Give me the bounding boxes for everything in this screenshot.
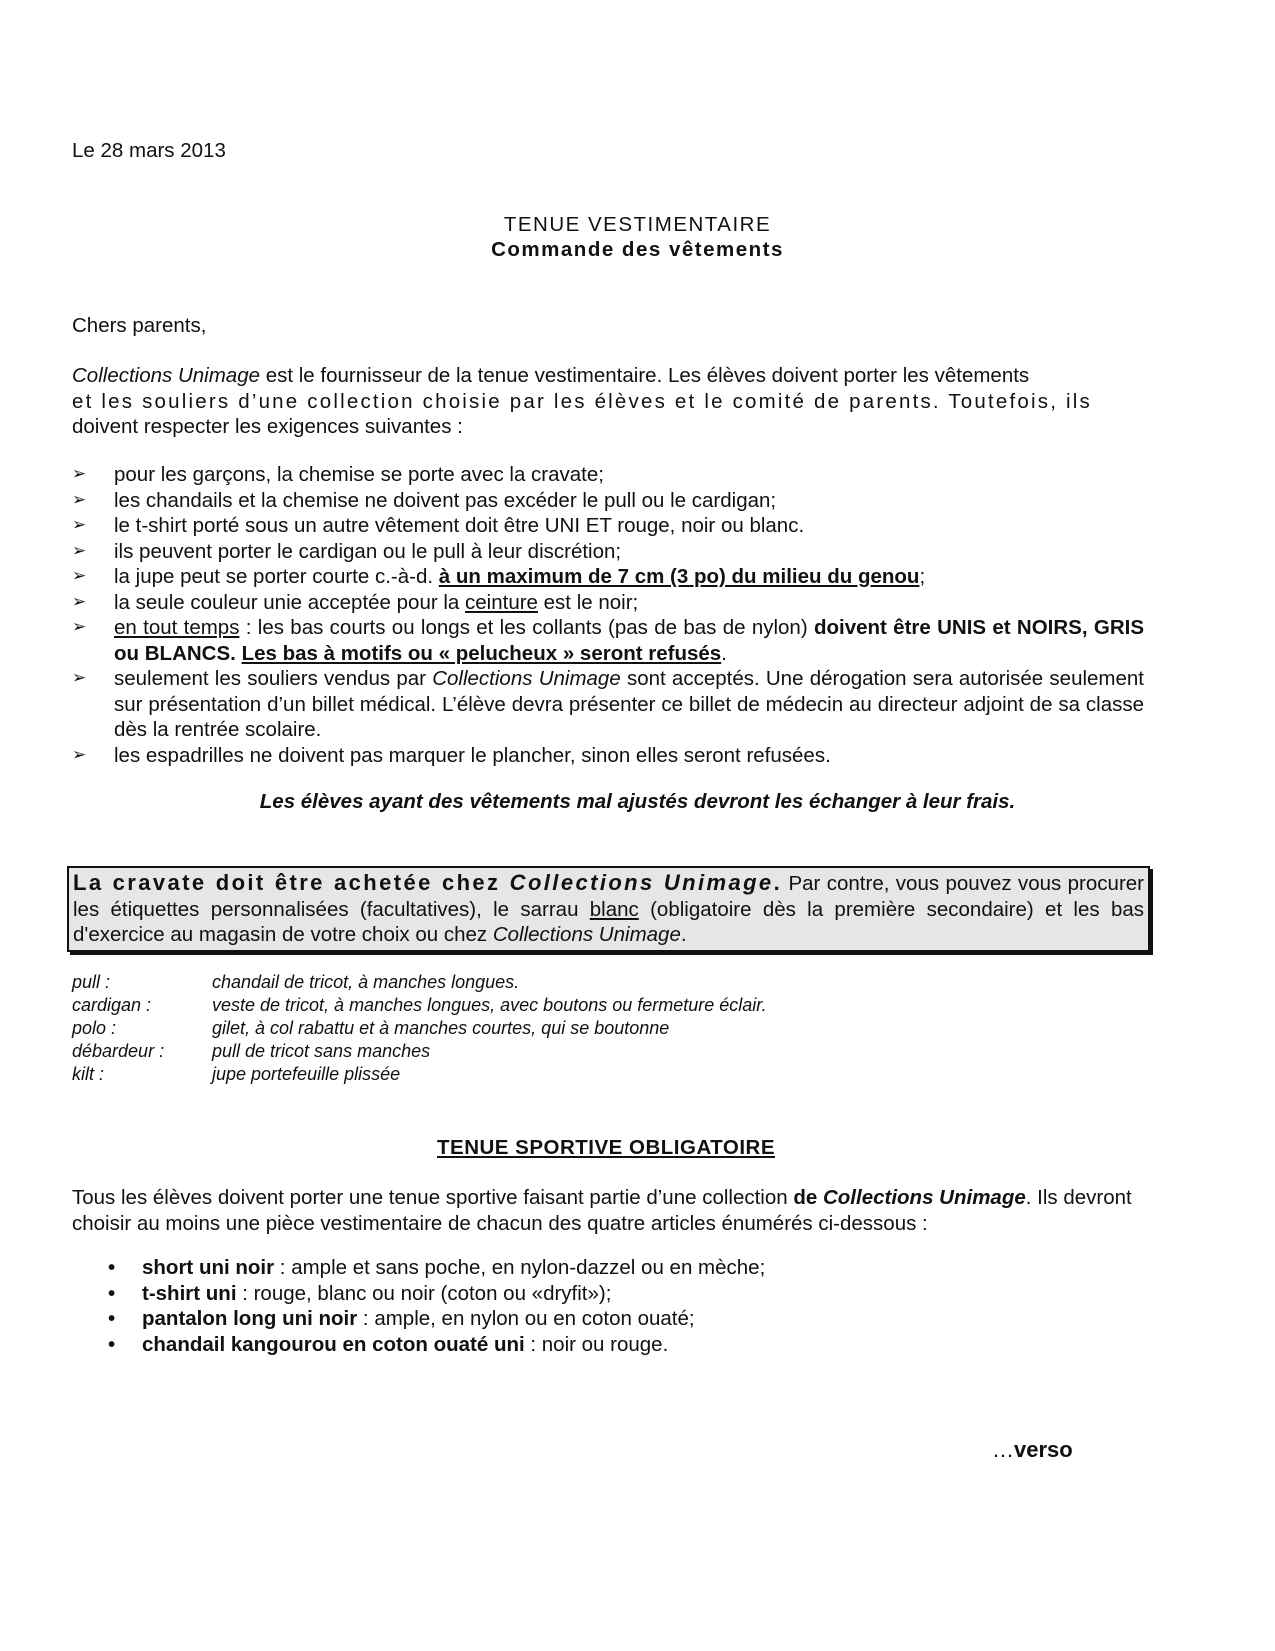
arrowhead-bullet-icon: ➢ (72, 515, 87, 535)
brand-name: Collections Unimage (72, 364, 261, 387)
glossary-row: débardeur : pull de tricot sans manches (72, 1041, 431, 1061)
glossary-row: kilt : jupe portefeuille plissée (72, 1064, 401, 1084)
glossary-row: polo : gilet, à col rabattu et à manches courtes, qui se boutonne (72, 1018, 670, 1038)
intro-paragraph (72, 363, 1140, 440)
glossary-row: cardigan : veste de tricot, à manches longues, avec boutons ou fermeture éclair. (72, 995, 767, 1015)
list-item: ➢ ils peuvent porter le cardigan ou le pull à leur discrétion; (72, 539, 622, 563)
sport-intro-paragraph: Tous les élèves doivent porter une tenue sportive faisant partie d’une collection de Collections Unimage. Ils devront choisir au moins une pièce vestimentaire de chacun des quatre articles énumérés ci-dessous : (72, 1186, 1132, 1235)
list-item: ➢ pour les garçons, la chemise se porte avec la cravate; (72, 463, 604, 486)
document-title: TENUE VESTIMENTAIRE (503, 213, 772, 236)
dot-bullet-icon: • (108, 1307, 116, 1330)
intro-line-3: doivent respecter les exigences suivantes : (72, 415, 463, 438)
intro-line-2: et les souliers d’une collection choisie par les élèves et le comité de parents. Toutefois, ils (72, 389, 1092, 413)
glossary-row: pull : chandail de tricot, à manches longues. (72, 972, 520, 992)
arrowhead-bullet-icon: ➢ (72, 464, 87, 484)
list-item: • t-shirt uni : rouge, blanc ou noir (coton ou «dryfit»); (108, 1281, 612, 1305)
tie-notice-box: La cravate doit être achetée chez Collections Unimage. Par contre, vous pouvez vous procurer les étiquettes personnalisées (facultatives), le sarrau blanc (obligatoire dès la première secondaire) et les bas d'exercice au magasin de votre choix ou chez Collections Unimage. (67, 866, 1150, 952)
sport-section-title: TENUE SPORTIVE OBLIGATOIRE (437, 1136, 775, 1159)
dot-bullet-icon: • (108, 1332, 116, 1356)
tie-notice-heading: La cravate doit être achetée chez Collections Unimage. (73, 870, 783, 895)
document-subtitle: Commande des vêtements (491, 238, 784, 261)
list-item: ➢ le t-shirt porté sous un autre vêtement doit être UNI ET rouge, noir ou blanc. (72, 514, 805, 537)
letter-date: Le 28 mars 2013 (72, 139, 226, 162)
arrowhead-bullet-icon: ➢ (72, 566, 87, 586)
list-item: ➢ seulement les souliers vendus par Collections Unimage sont acceptés. Une dérogation sera autorisée seulement sur présentation d’un billet médical. L’élève devra présenter ce billet de médecin au directeur adjoint de sa classe dès la rentrée scolaire. (72, 667, 1144, 741)
list-item: ➢ les chandails et la chemise ne doivent pas excéder le pull ou le cardigan; (72, 488, 777, 512)
list-item: ➢ en tout temps : les bas courts ou longs et les collants (pas de bas de nylon) doivent être UNIS et NOIRS, GRIS ou BLANCS. Les bas à motifs ou « pelucheux » seront refusés. (72, 616, 1144, 665)
verso-indicator: …verso (992, 1437, 1073, 1462)
list-item: • chandail kangourou en coton ouaté uni : noir ou rouge. (108, 1332, 669, 1356)
list-item: • pantalon long uni noir : ample, en nylon ou en coton ouaté; (108, 1307, 695, 1330)
list-item: • short uni noir : ample et sans poche, en nylon-dazzel ou en mèche; (108, 1256, 766, 1279)
greeting: Chers parents, (72, 314, 207, 337)
arrowhead-bullet-icon: ➢ (72, 744, 87, 765)
list-item: ➢ les espadrilles ne doivent pas marquer le plancher, sinon elles seront refusées. (72, 743, 831, 767)
list-item: ➢ la jupe peut se porter courte c.-à-d. à un maximum de 7 cm (3 po) du milieu du genou; (72, 565, 926, 588)
arrowhead-bullet-icon: ➢ (72, 489, 87, 510)
glossary (72, 971, 767, 1086)
warning-note: Les élèves ayant des vêtements mal ajustés devront les échanger à leur frais. (259, 790, 1016, 813)
dot-bullet-icon: • (108, 1281, 116, 1305)
intro-line-1: Collections Unimage est le fournisseur de la tenue vestimentaire. Les élèves doivent porter les vêtements (72, 364, 1030, 387)
arrowhead-bullet-icon: ➢ (72, 668, 87, 688)
arrowhead-bullet-icon: ➢ (72, 617, 87, 637)
sport-items-list (108, 1255, 1108, 1357)
list-item: ➢ la seule couleur unie acceptée pour la ceinture est le noir; (72, 590, 639, 614)
requirements-list (72, 462, 1144, 768)
arrowhead-bullet-icon: ➢ (72, 540, 87, 561)
arrowhead-bullet-icon: ➢ (72, 591, 87, 612)
dot-bullet-icon: • (108, 1256, 116, 1279)
